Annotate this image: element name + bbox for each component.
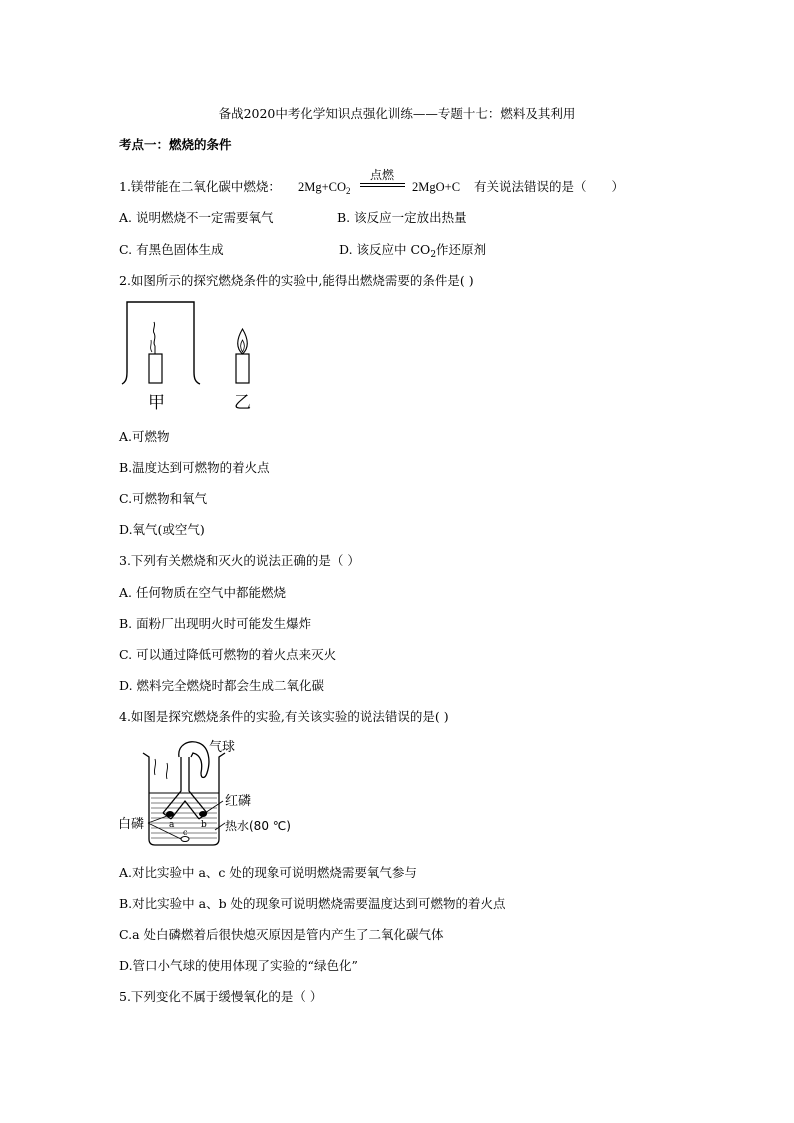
white-phosphorus-c	[181, 837, 189, 842]
q1-stem-prefix: 1.镁带能在二氧化碳中燃烧：	[119, 179, 281, 194]
leader-hot-water	[215, 823, 225, 830]
label-yi: 乙	[234, 393, 251, 413]
smoke-wisp-icon	[151, 340, 152, 352]
q3-option-d: D. 燃料完全燃烧时都会生成二氧化碳	[119, 678, 325, 693]
label-c: c	[183, 828, 188, 837]
q1-option-d-suffix: 作还原剂	[436, 242, 487, 257]
label-white-phosphorus: 白磷	[118, 817, 145, 832]
q3-option-c: C. 可以通过降低可燃物的着火点来灭火	[119, 647, 337, 662]
q3-option-b: B. 面粉厂出现明火时可能发生爆炸	[119, 616, 312, 631]
q1-eq-left-sub: 2	[346, 186, 351, 196]
q2-option-a: A.可燃物	[119, 429, 170, 444]
label-hot-water: 热水(80 ℃)	[225, 819, 291, 833]
steam-line-icon	[154, 759, 155, 775]
q3-option-a: A. 任何物质在空气中都能燃烧	[119, 585, 286, 600]
q1-eq-left-text: 2Mg+CO	[298, 180, 347, 194]
q2-candle-figure	[112, 296, 272, 416]
q1-option-a: A. 说明燃烧不一定需要氧气	[119, 210, 274, 225]
q1-stem-suffix: 有关说法错误的是（ ）	[474, 179, 625, 194]
q1-option-c: C. 有黑色固体生成	[119, 242, 224, 257]
y-tube-left-icon	[163, 755, 181, 813]
q2-option-c: C.可燃物和氧气	[119, 491, 208, 506]
q4-option-b: B.对比实验中 a、b 处的现象可说明燃烧需要温度达到可燃物的着火点	[119, 896, 506, 911]
q1-equation-right: 2MgO+C	[412, 180, 461, 194]
q4-phosphorus-figure	[115, 735, 315, 850]
q4-stem: 4.如图是探究燃烧条件的实验,有关该实验的说法错误的是( )	[119, 709, 449, 724]
y-tube-inner-icon	[171, 801, 199, 819]
balloon-icon	[179, 742, 209, 778]
q1-reaction-condition: 点燃	[370, 168, 395, 182]
document-title: 备战2020中考化学知识点强化训练——专题十七：燃料及其利用	[218, 106, 576, 121]
candle-jia-icon	[149, 354, 162, 383]
label-balloon: 气球	[209, 740, 236, 755]
q1-option-d-sub: 2	[430, 250, 437, 260]
section-heading: 考点一：燃烧的条件	[119, 137, 232, 152]
label-red-phosphorus: 红磷	[225, 794, 252, 809]
label-b: b	[201, 820, 207, 830]
q1-option-d	[339, 242, 486, 258]
red-phosphorus-b	[199, 811, 207, 817]
label-jia: 甲	[148, 393, 165, 413]
leader-white-p-c	[148, 823, 181, 839]
candle-yi-icon	[236, 354, 249, 383]
q5-stem: 5.下列变化不属于缓慢氧化的是（ ）	[119, 989, 323, 1004]
leader-white-p-a	[148, 816, 167, 823]
flame-icon	[238, 329, 248, 354]
steam-line-icon	[166, 763, 167, 779]
q3-stem: 3.下列有关燃烧和灭火的说法正确的是（ ）	[119, 553, 360, 568]
q1-option-d-prefix: D. 该反应中 CO	[339, 242, 431, 257]
q1-equation-left	[298, 180, 351, 195]
q1-equals-line-bottom	[360, 186, 405, 187]
q4-option-a: A.对比实验中 a、c 处的现象可说明燃烧需要氧气参与	[119, 865, 417, 880]
label-a: a	[169, 820, 175, 830]
q4-option-d: D.管口小气球的使用体现了实验的“绿色化”	[119, 958, 358, 973]
q1-option-b: B. 该反应一定放出热量	[337, 210, 467, 225]
q1-equals-line-top	[360, 183, 405, 184]
q2-option-b: B.温度达到可燃物的着火点	[119, 460, 270, 475]
q2-stem: 2.如图所示的探究燃烧条件的实验中,能得出燃烧需要的条件是( )	[119, 273, 474, 288]
smoke-icon	[153, 322, 155, 354]
q4-option-c: C.a 处白磷燃着后很快熄灭原因是管内产生了二氧化碳气体	[119, 927, 444, 942]
white-phosphorus-a	[166, 811, 174, 817]
q2-option-d: D.氧气(或空气)	[119, 522, 205, 537]
